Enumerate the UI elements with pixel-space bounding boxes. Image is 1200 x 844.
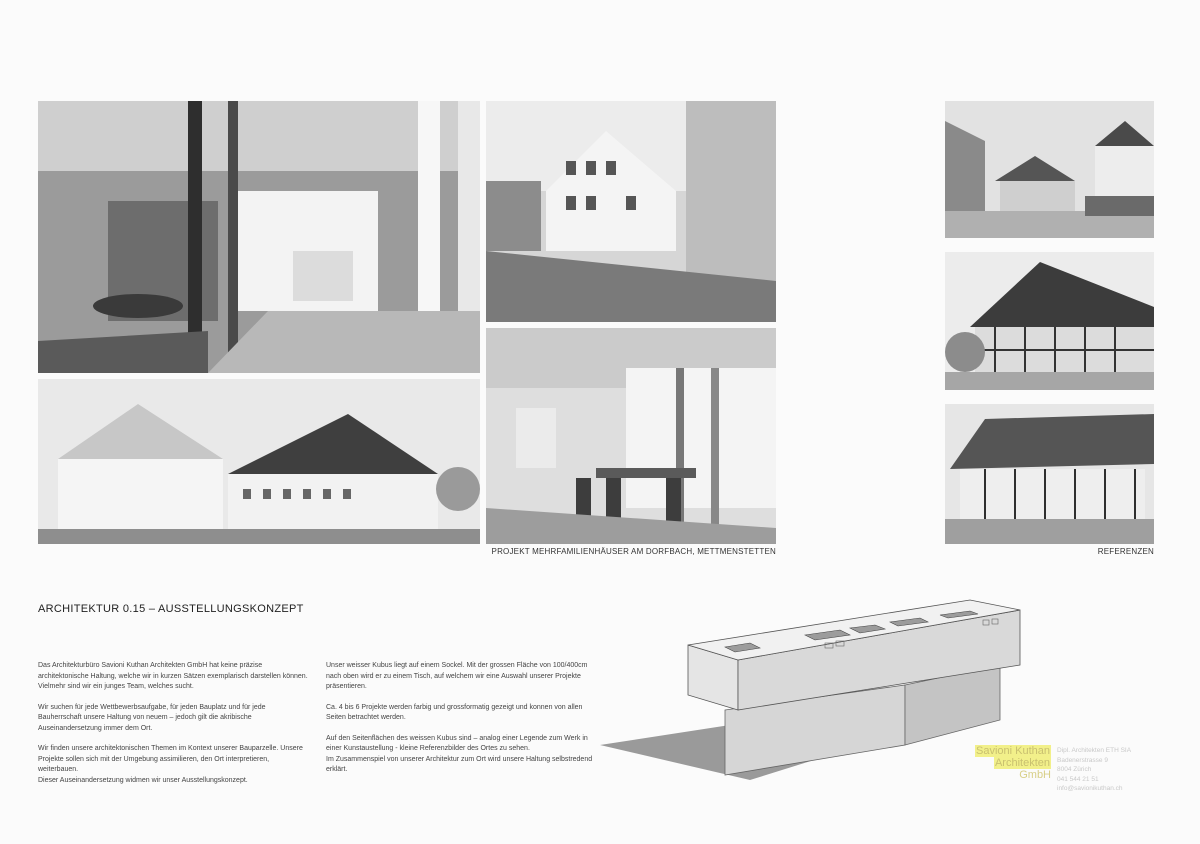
concept-text-column-2 bbox=[326, 661, 596, 776]
project-caption: PROJEKT MEHRFAMILIENHÄUSER AM DORFBACH, METTMENSTETTEN bbox=[491, 547, 776, 556]
reference-farmhouse-image bbox=[945, 252, 1154, 390]
section-title: ARCHITEKTUR 0.15 – AUSSTELLUNGSKONZEPT bbox=[38, 603, 304, 615]
col1-paragraph-2: Wir suchen für jede Wettbewerbsaufgabe, für jeden Bauplatz und für jede Bauherrschaft unsere Haltung von neuem – jedoch gilt die akribische Auseinandersetzung immer dem Ort. bbox=[38, 703, 266, 732]
exterior-buildings-image bbox=[38, 379, 480, 544]
address-line-5: info@savionikuthan.ch bbox=[1057, 785, 1123, 792]
col2-paragraph-1: Unser weisser Kubus liegt auf einem Sockel. Mit der grossen Fläche von 100/400cm nach oben wird er zu einem Tisch, auf welchem wir eine Auswahl unserer Projekte präsentieren. bbox=[326, 662, 588, 690]
address-line-4: 041 544 21 51 bbox=[1057, 775, 1099, 783]
logo-line-3: GmbH bbox=[1019, 769, 1051, 781]
concept-text-column-1 bbox=[38, 661, 308, 786]
col2-paragraph-4: Im Zusammenspiel von unserer Architektur zum Ort wird unsere Haltung selbstredend erklärt. bbox=[326, 755, 593, 773]
reference-village-image bbox=[945, 101, 1154, 238]
interior-dining-image bbox=[486, 328, 776, 544]
col1-paragraph-1: Das Architekturbüro Savioni Kuthan Architekten GmbH hat keine präzise architektonische Haltung, welche wir in kurzen Sätzen exemplarisch darstellen können. Vielmehr sind wir ein junges Team, welches sucht. bbox=[38, 662, 308, 690]
references-caption: REFERENZEN bbox=[1097, 547, 1154, 556]
reference-barn-image bbox=[945, 404, 1154, 544]
exterior-courtyard-image bbox=[486, 101, 776, 322]
company-logo bbox=[955, 745, 1051, 781]
address-line-2: Badenerstrasse 9 bbox=[1057, 756, 1108, 764]
logo-line-2: Architekten bbox=[994, 757, 1050, 769]
col1-paragraph-3: Wir finden unsere architektonischen Themen im Kontext unserer Bauparzelle. Unsere Projekte sollen sich mit der Umgebung assimilieren, den Ort interpretieren, weiterbauen. bbox=[38, 745, 303, 773]
address-line-1: Dipl. Architekten ETH SIA bbox=[1057, 747, 1132, 754]
interior-loggia-image bbox=[38, 101, 480, 373]
col1-paragraph-4: Dieser Auseinandersetzung widmen wir unser Ausstellungskonzept. bbox=[38, 776, 248, 784]
company-address bbox=[1057, 746, 1131, 794]
col2-paragraph-3: Auf den Seitenflächen des weissen Kubus sind – analog einer Legende zum Werk in einer Kunstaustellung - kleine Referenzbilder des Ortes zu sehen. bbox=[326, 734, 588, 752]
address-line-3: 8004 Zürich bbox=[1057, 766, 1092, 773]
col2-paragraph-2: Ca. 4 bis 6 Projekte werden farbig und grossformatig gezeigt und konnen von allen Seiten betrachtet werden. bbox=[326, 703, 583, 721]
logo-line-1: Savioni Kuthan bbox=[976, 745, 1050, 757]
